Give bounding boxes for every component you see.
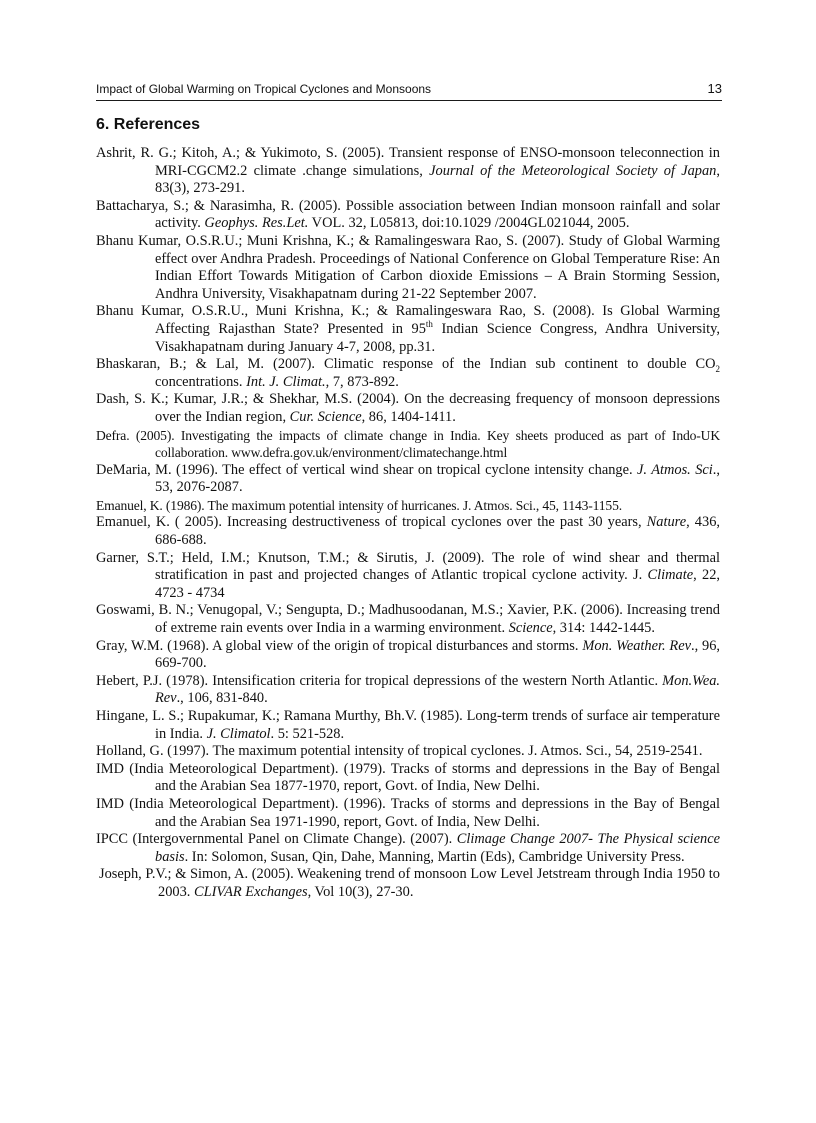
reference-item: IMD (India Meteorological Department). (1979). Tracks of storms and depressions in the Bay of Bengal and the Arabian Sea 1877-1970, report, Govt. of India, New Delhi. <box>96 760 720 795</box>
reference-item: Ashrit, R. G.; Kitoh, A.; & Yukimoto, S. (2005). Transient response of ENSO-monsoon teleconnection in MRI-CGCM2.2 climate .change simulations, Journal of the Meteorological Society of Japan, 83(3), 273-291. <box>96 145 720 197</box>
reference-item: Hingane, L. S.; Rupakumar, K.; Ramana Murthy, Bh.V. (1985). Long-term trends of surface air temperature in India. J. Climatol. 5: 521-528. <box>96 708 720 742</box>
reference-item: Bhanu Kumar, O.S.R.U., Muni Krishna, K.; & Ramalingeswara Rao, S. (2008). Is Global Warming Affecting Rajasthan State? Presented in 95th Indian Science Congress, Andhra University, Visakhapatnam during January 4-7, 2008, pp.31. <box>96 303 720 355</box>
reference-item: Garner, S.T.; Held, I.M.; Knutson, T.M.; & Sirutis, J. (2009). The role of wind shear and thermal stratification in past and projected changes of Atlantic tropical cyclone activity. J. Climate, 22, 4723 - 4734 <box>96 549 721 601</box>
reference-item: Joseph, P.V.; & Simon, A. (2005). Weakening trend of monsoon Low Level Jetstream through India 1950 to 2003. CLIVAR Exchanges, Vol 10(3), 27-30. <box>99 866 720 900</box>
reference-item: Dash, S. K.; Kumar, J.R.; & Shekhar, M.S. (2004). On the decreasing frequency of monsoon depressions over the Indian region, Cur. Science, 86, 1404-1411. <box>96 391 720 425</box>
reference-item: Gray, W.M. (1968). A global view of the origin of tropical disturbances and storms. Mon. Weather. Rev., 96, 669-700. <box>96 637 720 672</box>
reference-item: IMD (India Meteorological Department). (1996). Tracks of storms and depressions in the Bay of Bengal and the Arabian Sea 1971-1990, report, Govt. of India, New Delhi. <box>96 795 720 830</box>
reference-item: Emanuel, K. (1986). The maximum potential intensity of hurricanes. J. Atmos. Sci., 45, 1143-1155. <box>96 497 622 513</box>
running-header <box>96 80 722 101</box>
reference-item: Bhanu Kumar, O.S.R.U.; Muni Krishna, K.; & Ramalingeswara Rao, S. (2007). Study of Global Warming effect over Andhra Pradesh. Proceedings of National Conference on Global Temperature Rise: An Indian Effort Towards Mitigation of Carbon dioxide Emissions – A Brain Storming Session, Andhra University, Visakhapatnam during 21-22 September 2007. <box>96 232 720 302</box>
running-title: Impact of Global Warming on Tropical Cyclones and Monsoons <box>96 82 432 96</box>
reference-item: Goswami, B. N.; Venugopal, V.; Sengupta, D.; Madhusoodanan, M.S.; Xavier, P.K. (2006). Increasing trend of extreme rain events over India in a warming environment. Science, 314: 1442-1445. <box>96 602 720 637</box>
reference-item: DeMaria, M. (1996). The effect of vertical wind shear on tropical cyclone intensity change. J. Atmos. Sci., 53, 2076-2087. <box>96 461 720 496</box>
reference-item: Hebert, P.J. (1978). Intensification criteria for tropical depressions of the western North Atlantic. Mon.Wea. Rev., 106, 831-840. <box>96 672 720 707</box>
reference-item: Holland, G. (1997). The maximum potential intensity of tropical cyclones. J. Atmos. Sci., 54, 2519-2541. <box>96 743 703 760</box>
reference-item: IPCC (Intergovernmental Panel on Climate Change). (2007). Climage Change 2007- The Physical science basis. In: Solomon, Susan, Qin, Dahe, Manning, Martin (Eds), Cambridge University Press. <box>96 831 721 865</box>
reference-item: Emanuel, K. ( 2005). Increasing destructiveness of tropical cyclones over the past 30 years, Nature, 436, 686-688. <box>96 514 720 549</box>
section-title: 6. References <box>96 116 201 133</box>
reference-item: Battacharya, S.; & Narasimha, R. (2005). Possible association between Indian monsoon rainfall and solar activity. Geophys. Res.Let. VOL. 32, L05813, doi:10.1029 /2004GL021044, 2005. <box>96 197 720 232</box>
reference-item: Defra. (2005). Investigating the impacts of climate change in India. Key sheets produced as part of Indo-UK collaboration. www.defra.gov.uk/environment/climatechange.html <box>96 427 720 461</box>
reference-list <box>96 145 720 902</box>
reference-item: Bhaskaran, B.; & Lal, M. (2007). Climatic response of the Indian sub continent to double $CO_2$ concentrations. Int. J. Climat., 7, 873-892. <box>96 356 720 390</box>
page-number: 13 <box>707 81 722 96</box>
